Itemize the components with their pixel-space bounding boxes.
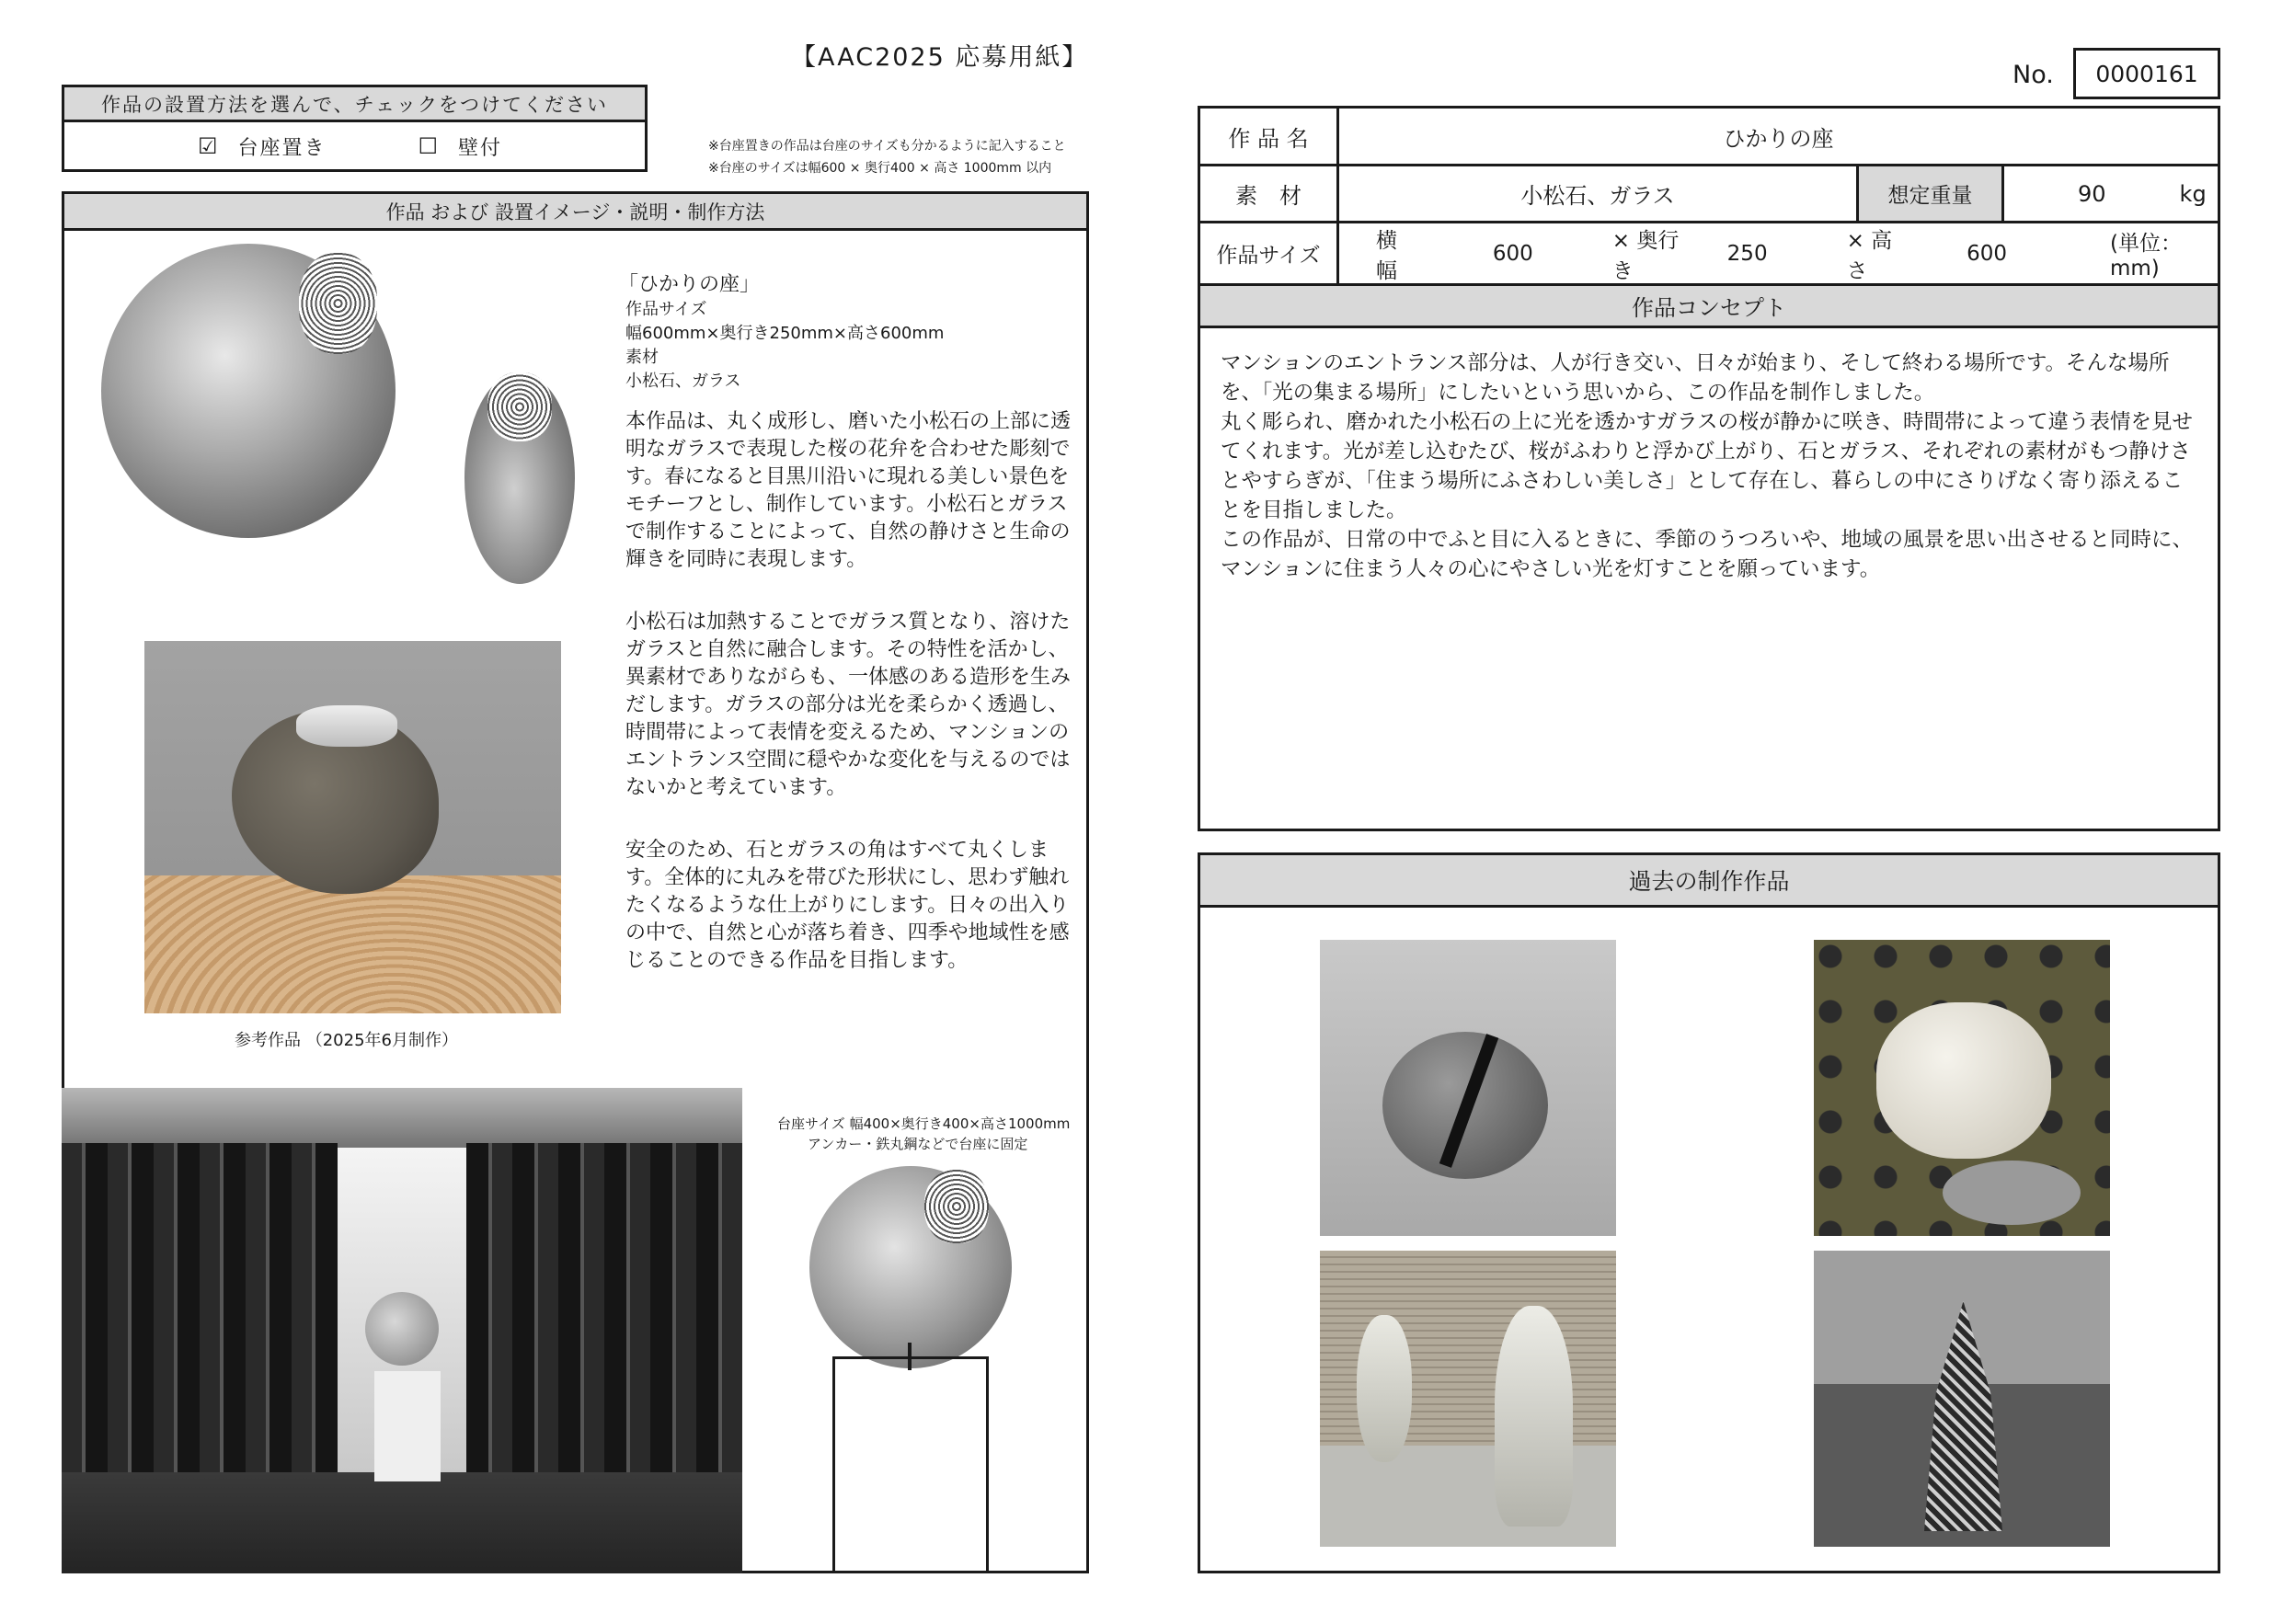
weight-unit: kg xyxy=(2179,180,2207,207)
sketch-side-view xyxy=(464,372,575,584)
concept-box xyxy=(1198,283,2220,831)
right-pillars xyxy=(466,1143,742,1474)
info-table xyxy=(1198,106,2220,286)
install-note-2: ※台座のサイズは幅600 × 奥行400 × 高さ 1000mm 以内 xyxy=(708,161,1052,176)
wall-option-label: 壁付 xyxy=(458,136,503,160)
past-work-photo-3 xyxy=(1320,1251,1616,1547)
entrance-render xyxy=(62,1088,742,1573)
glass-blossom-side-sketch xyxy=(487,372,552,441)
past-work-3-figure-right xyxy=(1495,1306,1573,1527)
past-work-4-hands xyxy=(1924,1301,2002,1531)
description-paragraph-1: 本作品は、丸く成形し、磨いた小松石の上部に透明なガラスで表現した桜の花弁を合わせた彫刻です。春になると目黒川沿いに現れる美しい景色をモチーフとし、制作しています。小松石とガラスで制作することによって、自然の静けさと生命の輝きを同時に表現します。 xyxy=(625,410,1072,571)
reference-work-photo xyxy=(144,641,561,1013)
concept-text xyxy=(1200,328,2218,584)
size-table-label: 作品サイズ xyxy=(1216,244,1321,268)
pedestal-size-note-2: アンカー・鉄丸鋼などで台座に固定 xyxy=(808,1136,1028,1152)
material-label-cell xyxy=(1200,166,1336,221)
number-label: No. xyxy=(2013,61,2054,89)
weight-label: 想定重量 xyxy=(1887,184,1973,208)
glass-blossom-sketch xyxy=(299,253,377,354)
concept-paragraph-1: マンションのエントランス部分は、人が行き交い、日々が始まり、そして終わる場所です。そんな場所を、「光の集まる場所」にしたいという思いから、この作品を制作しました。 xyxy=(1221,351,2170,405)
weight-label-cell xyxy=(1859,166,2001,221)
material-table-value: 小松石、ガラス xyxy=(1520,183,1675,209)
size-label-cell xyxy=(1200,223,1336,283)
material-table-label: 素 材 xyxy=(1235,183,1302,209)
name-label-cell xyxy=(1200,109,1336,164)
work-title: 「ひかりの座」 xyxy=(618,273,761,296)
concept-header: 作品コンセプト xyxy=(1200,286,2218,328)
name-label: 作 品 名 xyxy=(1228,125,1309,152)
reference-glass xyxy=(296,705,397,747)
past-work-2-stone xyxy=(1876,1002,2051,1159)
width-value: 600 xyxy=(1492,241,1533,266)
height-value: 600 xyxy=(1967,241,2007,266)
material-label: 素材 xyxy=(625,348,659,367)
number-box xyxy=(2073,48,2220,99)
floor xyxy=(62,1472,742,1573)
past-work-photo-1 xyxy=(1320,940,1616,1236)
install-note-1: ※台座置きの作品は台座のサイズも分かるように記入すること xyxy=(708,139,1066,154)
install-method-header: 作品の設置方法を選んで、チェックをつけてください xyxy=(64,87,645,122)
description-text xyxy=(625,408,1085,1010)
install-method-box xyxy=(62,85,648,172)
diagram-pedestal xyxy=(832,1356,989,1573)
name-value-cell xyxy=(1339,109,2218,164)
size-value-cell xyxy=(1339,223,2218,283)
pedestal-option-label: 台座置き xyxy=(237,136,327,160)
name-value: ひかりの座 xyxy=(1723,125,1834,152)
size-label: 作品サイズ xyxy=(625,300,707,319)
wood-pedestal xyxy=(144,875,561,1013)
left-pillars xyxy=(62,1143,338,1474)
reference-caption: 参考作品 （2025年6月制作） xyxy=(235,1031,458,1050)
render-pedestal xyxy=(374,1371,441,1481)
pedestal-size-note-1: 台座サイズ 幅400×奥行き400×高さ1000mm xyxy=(777,1115,1071,1132)
unit-label: (単位：mm) xyxy=(2109,232,2182,280)
past-work-3-figure-left xyxy=(1357,1315,1412,1462)
description-paragraph-2: 小松石は加熱することでガラス質となり、溶けたガラスと自然に融合します。その特性を活かし、異素材でありながらも、一体感のある造形を生みだします。ガラスの部分は光を柔らかく透過し、時間帯によって表情を変えるため、マンションのエントランス空間に穏やかな変化を与えるのではないかと考えています。 xyxy=(625,611,1072,799)
depth-value: 250 xyxy=(1726,241,1768,266)
size-value: 幅600mm×奥行き250mm×高さ600mm xyxy=(625,324,945,343)
pedestal-checkbox[interactable]: ☑ xyxy=(198,133,218,159)
past-work-photo-4 xyxy=(1814,1251,2110,1547)
number-value: 0000161 xyxy=(2095,60,2198,87)
form-title: 【AAC2025 応募用紙】 xyxy=(791,43,1089,72)
concept-paragraph-3: この作品が、日常の中でふと目に入るときに、季節のうつろいや、地域の風景を思い出させると同時に、マンションに住まう人々の心にやさしい光を灯すことを願っています。 xyxy=(1221,528,2194,581)
weight-value: 90 xyxy=(2078,180,2106,207)
past-work-2-disc xyxy=(1943,1161,2081,1225)
diagram-blossom xyxy=(924,1170,989,1243)
width-label: 横幅 xyxy=(1376,228,1397,283)
past-work-photo-2 xyxy=(1814,940,2110,1236)
diagram-sphere xyxy=(809,1166,1012,1368)
weight-value-cell xyxy=(2004,166,2218,221)
concept-paragraph-2: 丸く彫られ、磨かれた小松石の上に光を透かすガラスの桜が静かに咲き、時間帯によって違う表情を見せてくれます。光が差し込むたび、桜がふわりと浮かび上がり、石とガラス、それぞれの素材がもつ静けさとやすらぎが、「住まう場所にふさわしい美しさ」として存在し、暮らしの中にさりげなく寄り添えることを目指しました。 xyxy=(1221,410,2194,522)
render-sculpture xyxy=(365,1292,439,1366)
height-label: × 高さ xyxy=(1846,228,1893,283)
sketch-large-sphere xyxy=(101,244,396,538)
depth-label: × 奥行き xyxy=(1611,228,1680,283)
past-works-header: 過去の制作作品 xyxy=(1200,855,2218,908)
wall-checkbox[interactable]: ☐ xyxy=(418,133,439,159)
left-panel-header: 作品 および 設置イメージ・説明・制作方法 xyxy=(64,194,1086,231)
material-value: 小松石、ガラス xyxy=(625,372,741,391)
description-paragraph-3: 安全のため、石とガラスの角はすべて丸くします。全体的に丸みを帯びた形状にし、思わず触れたくなるような仕上がりにします。日々の出入りの中で、自然と心が落ち着き、四季や地域性を感じることのできる作品を目指します。 xyxy=(625,839,1070,972)
material-value-cell xyxy=(1339,166,1856,221)
